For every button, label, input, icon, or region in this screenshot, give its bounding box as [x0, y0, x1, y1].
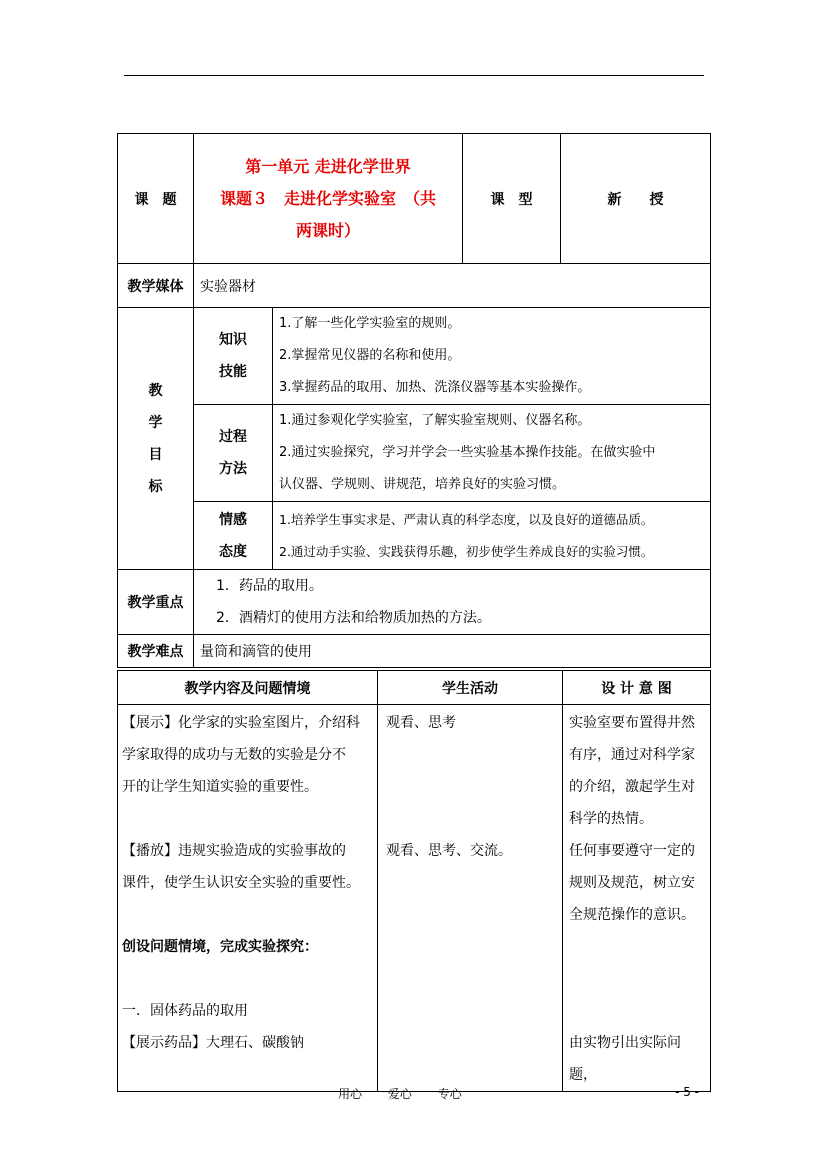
content-line: 创设问题情境，完成实验探究： [122, 939, 318, 955]
title-line-2: 课题３ 走进化学实验室 （共 [220, 188, 437, 208]
lesson-info-table [117, 133, 711, 668]
media-value: 实验器材 [194, 264, 711, 308]
content-line: 开的让学生知道实验的重要性。 [122, 779, 318, 795]
intent-spacer [569, 931, 708, 1027]
emotion-label-line: 态度 [219, 543, 247, 560]
goals-label-char: 标 [148, 478, 163, 495]
motto-word: 专心 [437, 1087, 462, 1101]
emotion-item: 1.培养学生事实求是、严肃认真的科学态度，以及良好的道德品质。 [279, 511, 654, 527]
intent-line: 任何事要遵守一定的 [569, 843, 695, 859]
content-line: 【展示】化学家的实验室图片，介绍科 [122, 715, 360, 731]
emotion-label [194, 502, 273, 570]
motto-word: 爱心 [387, 1087, 412, 1101]
key-item: 2．酒精灯的使用方法和给物质加热的方法。 [216, 610, 491, 626]
goals-label [118, 308, 194, 570]
knowledge-item: 1.了解一些化学实验室的规则。 [279, 316, 461, 331]
content-line: 【展示药品】大理石、碳酸钠 [122, 1035, 304, 1051]
intent-line: 科学的热情。 [569, 811, 653, 827]
motto-word: 用心 [338, 1087, 363, 1101]
content-line: 学家取得的成功与无数的实验是分不 [122, 747, 346, 763]
goals-label-char: 目 [148, 446, 163, 463]
knowledge-items [273, 308, 711, 405]
teaching-process-table [117, 670, 711, 1092]
key-items [194, 570, 711, 635]
content-column [118, 705, 378, 1092]
header-intent: 设 计 意 图 [563, 671, 711, 705]
process-label [194, 405, 273, 502]
header-content: 教学内容及问题情境 [118, 671, 378, 705]
footer-motto [338, 1085, 484, 1102]
key-label: 教学重点 [118, 570, 194, 635]
emotion-item: 2.通过动手实验、实践获得乐趣，初步使学生养成良好的实验习惯。 [279, 543, 654, 559]
intent-line: 全规范操作的意识。 [569, 907, 695, 923]
type-label: 课 型 [463, 134, 561, 264]
header-rule [124, 75, 704, 76]
media-label: 教学媒体 [118, 264, 194, 308]
process-item: 1.通过参观化学实验室，了解实验室规则、仪器名称。 [279, 413, 591, 428]
emotion-items [273, 502, 711, 570]
page-number: - 5 - [675, 1085, 699, 1099]
intent-line: 由实物引出实际问题， [569, 1035, 681, 1083]
intent-line: 实验室要布置得井然 [569, 715, 695, 731]
content-spacer [122, 963, 373, 995]
title-line-1: 第一单元 走进化学世界 [245, 156, 411, 176]
activity-line: 观看、思考、交流。 [386, 843, 512, 859]
knowledge-item: 2.掌握常见仪器的名称和使用。 [279, 348, 461, 363]
activity-column [378, 705, 563, 1092]
type-value: 新 授 [561, 134, 711, 264]
process-label-line: 过程 [219, 429, 247, 445]
content-spacer [122, 899, 373, 931]
knowledge-label-line: 技能 [219, 364, 247, 380]
goals-label-char: 学 [148, 414, 163, 431]
difficulty-label: 教学难点 [118, 635, 194, 668]
knowledge-item: 3.掌握药品的取用、加热、洗涤仪器等基本实验操作。 [279, 380, 591, 395]
process-label-line: 方法 [219, 461, 247, 477]
title-line-3: 两课时） [296, 220, 361, 240]
lesson-title [194, 134, 463, 264]
key-item: 1．药品的取用。 [216, 578, 323, 594]
process-item: 2.通过实验探究，学习并学会一些实验基本操作技能。在做实验中 [279, 445, 656, 460]
content-line: 【播放】违规实验造成的实验事故的 [122, 843, 346, 859]
header-activity: 学生活动 [378, 671, 563, 705]
intent-line: 规则及规范，树立安 [569, 875, 695, 891]
process-items [273, 405, 711, 502]
activity-spacer [386, 739, 558, 835]
intent-column [563, 705, 711, 1092]
course-label: 课 题 [118, 134, 194, 264]
content-line: 课件，使学生认识安全实验的重要性。 [122, 875, 360, 891]
content-spacer [122, 803, 373, 835]
emotion-label-line: 情感 [219, 511, 247, 528]
knowledge-label-line: 知识 [219, 332, 247, 348]
difficulty-value: 量筒和滴管的使用 [194, 635, 711, 668]
goals-label-char: 教 [148, 382, 163, 399]
intent-line: 有序，通过对科学家 [569, 747, 695, 763]
activity-line: 观看、思考 [386, 715, 456, 731]
content-line: 一．固体药品的取用 [122, 1003, 248, 1019]
process-item: 认仪器、学规则、讲规范，培养良好的实验习惯。 [279, 477, 566, 492]
intent-line: 的介绍，激起学生对 [569, 779, 695, 795]
knowledge-label [194, 308, 273, 405]
